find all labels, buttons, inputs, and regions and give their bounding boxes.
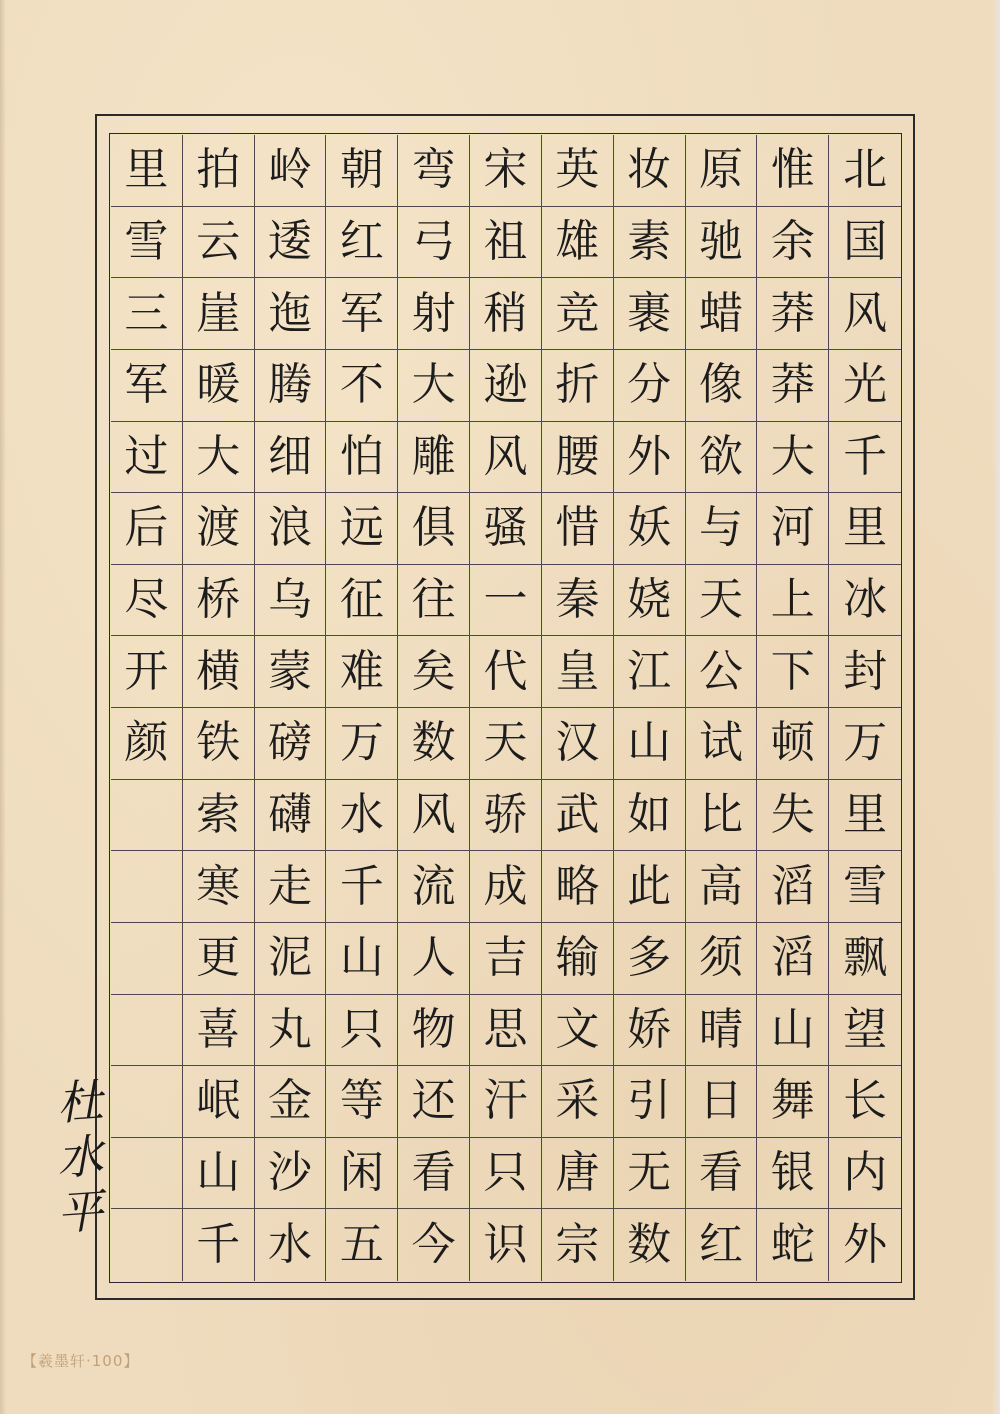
grid-char: 腾 xyxy=(255,350,327,422)
grid-char: 不 xyxy=(326,350,398,422)
signature-char: 水 xyxy=(55,1128,105,1186)
grid-char: 泥 xyxy=(255,923,327,995)
grid-char: 雪 xyxy=(829,851,901,923)
grid-char: 腰 xyxy=(542,422,614,494)
grid-char: 闲 xyxy=(326,1138,398,1210)
grid-char: 天 xyxy=(686,565,758,637)
grid-char: 骄 xyxy=(470,780,542,852)
grid-char: 风 xyxy=(470,422,542,494)
grid-char: 射 xyxy=(398,278,470,350)
grid-char: 风 xyxy=(398,780,470,852)
grid-char: 此 xyxy=(614,851,686,923)
grid-char: 乌 xyxy=(255,565,327,637)
grid-char: 雄 xyxy=(542,207,614,279)
grid-char: 弯 xyxy=(398,135,470,207)
grid-char: 江 xyxy=(614,636,686,708)
grid-char: 无 xyxy=(614,1138,686,1210)
grid-char: 莽 xyxy=(757,350,829,422)
grid-char: 外 xyxy=(843,1219,888,1271)
grid-char: 雕 xyxy=(398,422,470,494)
grid-char: 岭 xyxy=(255,135,327,207)
grid-char: 天 xyxy=(470,708,542,780)
grid-char: 外 xyxy=(614,422,686,494)
grid-char: 蜡 xyxy=(686,278,758,350)
grid-char: 红 xyxy=(686,1209,758,1281)
grid-char: 娆 xyxy=(614,565,686,637)
grid-char: 多 xyxy=(614,923,686,995)
grid-char: 渡 xyxy=(183,493,255,565)
grid-char: 迤 xyxy=(255,278,327,350)
grid-char: 公 xyxy=(686,636,758,708)
grid-char: 河 xyxy=(757,493,829,565)
grid-char: 水 xyxy=(255,1209,327,1281)
grid-char: 宋 xyxy=(470,135,542,207)
grid-char: 下 xyxy=(757,636,829,708)
grid-char: 银 xyxy=(757,1138,829,1210)
grid-char: 蒙 xyxy=(255,636,327,708)
grid-char: 惟 xyxy=(757,135,829,207)
grid-char: 红 xyxy=(326,207,398,279)
grid-char: 礴 xyxy=(255,780,327,852)
grid-char: 岷 xyxy=(183,1066,255,1138)
grid-char: 沙 xyxy=(255,1138,327,1210)
grid-char: 俱 xyxy=(398,493,470,565)
grid-char: 逊 xyxy=(470,350,542,422)
grid-char: 尽 xyxy=(111,565,183,637)
grid-char: 怕 xyxy=(326,422,398,494)
grid-char: 里 xyxy=(111,135,183,207)
grid-char: 数 xyxy=(398,708,470,780)
grid-char: 北 xyxy=(829,135,901,207)
grid-char: 输 xyxy=(542,923,614,995)
grid-char: 更 xyxy=(183,923,255,995)
grid-char: 大 xyxy=(183,422,255,494)
grid-char: 蛇 xyxy=(757,1209,829,1281)
grid-char: 唐 xyxy=(542,1138,614,1210)
grid-char: 一 xyxy=(470,565,542,637)
grid-char: 稍 xyxy=(470,278,542,350)
grid-char: 远 xyxy=(326,493,398,565)
grid-char: 比 xyxy=(686,780,758,852)
grid-cell-empty xyxy=(111,851,183,923)
grid-char: 丸 xyxy=(255,995,327,1067)
grid-char: 舞 xyxy=(757,1066,829,1138)
grid-char: 五 xyxy=(326,1209,398,1281)
grid-char: 数 xyxy=(614,1209,686,1281)
grid-char: 原 xyxy=(686,135,758,207)
grid-char: 拍 xyxy=(183,135,255,207)
grid-char: 后 xyxy=(111,493,183,565)
grid-char: 山 xyxy=(183,1138,255,1210)
grid-char: 望 xyxy=(829,995,901,1067)
grid-char: 须 xyxy=(686,923,758,995)
grid-char: 铁 xyxy=(183,708,255,780)
grid-char: 采 xyxy=(542,1066,614,1138)
grid-char: 惜 xyxy=(542,493,614,565)
grid-char: 略 xyxy=(542,851,614,923)
grid-char: 只 xyxy=(470,1138,542,1210)
grid-char: 武 xyxy=(542,780,614,852)
grid-char: 军 xyxy=(326,278,398,350)
grid-char: 往 xyxy=(398,565,470,637)
grid-char: 飘 xyxy=(829,923,901,995)
grid-char: 军 xyxy=(111,350,183,422)
grid-char: 与 xyxy=(686,493,758,565)
grid-char: 朝 xyxy=(326,135,398,207)
grid-char: 千 xyxy=(829,422,901,494)
grid-char: 崖 xyxy=(183,278,255,350)
grid-char: 识 xyxy=(470,1209,542,1281)
grid-cell-empty xyxy=(111,1138,183,1210)
grid-cell-empty xyxy=(111,923,183,995)
grid-char: 光 xyxy=(829,350,901,422)
grid-char: 封 xyxy=(829,636,901,708)
calligraphy-grid xyxy=(111,135,901,1281)
grid-char: 成 xyxy=(470,851,542,923)
grid-char: 三 xyxy=(111,278,183,350)
grid-char: 走 xyxy=(255,851,327,923)
grid-char: 分 xyxy=(614,350,686,422)
grid-char: 山 xyxy=(757,995,829,1067)
grid-char: 水 xyxy=(326,780,398,852)
grid-char: 吉 xyxy=(470,923,542,995)
grid-char: 暖 xyxy=(183,350,255,422)
grid-char: 长 xyxy=(829,1066,901,1138)
grid-char: 骚 xyxy=(470,493,542,565)
grid-char: 驰 xyxy=(686,207,758,279)
grid-char: 素 xyxy=(614,207,686,279)
grid-char: 细 xyxy=(255,422,327,494)
grid-char: 喜 xyxy=(183,995,255,1067)
grid-char: 滔 xyxy=(757,923,829,995)
grid-char: 难 xyxy=(326,636,398,708)
grid-char: 英 xyxy=(542,135,614,207)
grid-char: 看 xyxy=(686,1138,758,1210)
page-edge-shadow xyxy=(0,0,6,1414)
grid-char: 祖 xyxy=(470,207,542,279)
grid-char: 如 xyxy=(614,780,686,852)
grid-char: 只 xyxy=(326,995,398,1067)
grid-char: 试 xyxy=(686,708,758,780)
grid-char: 流 xyxy=(398,851,470,923)
page-edge-shadow xyxy=(992,0,1000,1414)
grid-char: 文 xyxy=(542,995,614,1067)
grid-char: 征 xyxy=(326,565,398,637)
grid-char: 浪 xyxy=(255,493,327,565)
grid-char: 横 xyxy=(183,636,255,708)
grid-char: 逶 xyxy=(255,207,327,279)
grid-char: 矣 xyxy=(398,636,470,708)
grid-char: 千 xyxy=(183,1209,255,1281)
grid-char: 秦 xyxy=(542,565,614,637)
grid-char: 裹 xyxy=(614,278,686,350)
grid-char: 汉 xyxy=(542,708,614,780)
grid-cell-empty xyxy=(111,995,183,1067)
grid-char: 看 xyxy=(398,1138,470,1210)
grid-char: 滔 xyxy=(757,851,829,923)
grid-char: 开 xyxy=(111,636,183,708)
grid-char: 妆 xyxy=(614,135,686,207)
grid-char: 国 xyxy=(829,207,901,279)
grid-char: 失 xyxy=(757,780,829,852)
grid-char: 竞 xyxy=(542,278,614,350)
grid-char: 大 xyxy=(757,422,829,494)
grid-char: 引 xyxy=(614,1066,686,1138)
grid-char: 今 xyxy=(398,1209,470,1281)
grid-char: 莽 xyxy=(757,278,829,350)
grid-char: 颜 xyxy=(111,708,183,780)
grid-char: 寒 xyxy=(183,851,255,923)
grid-char: 欲 xyxy=(686,422,758,494)
signature-char: 杜 xyxy=(55,1073,105,1131)
grid-char: 雪 xyxy=(111,207,183,279)
grid-char: 云 xyxy=(183,207,255,279)
grid-char: 顿 xyxy=(757,708,829,780)
grid-char: 弓 xyxy=(398,207,470,279)
grid-char: 桥 xyxy=(183,565,255,637)
grid-cell-empty xyxy=(111,780,183,852)
signature xyxy=(50,1075,110,1241)
grid-char: 金 xyxy=(255,1066,327,1138)
grid-char: 皇 xyxy=(542,636,614,708)
grid-char: 娇 xyxy=(614,995,686,1067)
grid-char: 千 xyxy=(326,851,398,923)
grid-char: 等 xyxy=(326,1066,398,1138)
grid-char: 内 xyxy=(829,1138,901,1210)
signature-char: 平 xyxy=(55,1183,105,1241)
grid-char: 索 xyxy=(183,780,255,852)
grid-char: 山 xyxy=(326,923,398,995)
grid-char: 里 xyxy=(829,780,901,852)
grid-char: 宗 xyxy=(542,1209,614,1281)
grid-char: 代 xyxy=(470,636,542,708)
grid-cell-empty xyxy=(111,1066,183,1138)
grid-char: 像 xyxy=(686,350,758,422)
grid-cell-empty xyxy=(111,1209,183,1281)
grid-char: 磅 xyxy=(255,708,327,780)
grid-char: 里 xyxy=(829,493,901,565)
grid-char: 过 xyxy=(111,422,183,494)
grid-char: 晴 xyxy=(686,995,758,1067)
grid-char: 风 xyxy=(829,278,901,350)
grid-char: 余 xyxy=(757,207,829,279)
grid-char: 物 xyxy=(398,995,470,1067)
grid-char: 大 xyxy=(398,350,470,422)
publisher-stamp: 【羲墨轩·100】 xyxy=(22,1352,140,1370)
grid-char: 思 xyxy=(470,995,542,1067)
grid-char: 人 xyxy=(398,923,470,995)
grid-char: 汗 xyxy=(470,1066,542,1138)
grid-char: 万 xyxy=(326,708,398,780)
grid-char: 万 xyxy=(829,708,901,780)
grid-char: 上 xyxy=(757,565,829,637)
grid-char: 妖 xyxy=(614,493,686,565)
grid-char: 山 xyxy=(614,708,686,780)
grid-char: 高 xyxy=(686,851,758,923)
grid-char: 折 xyxy=(542,350,614,422)
grid-char: 冰 xyxy=(829,565,901,637)
grid-char: 日 xyxy=(686,1066,758,1138)
grid-char: 还 xyxy=(398,1066,470,1138)
